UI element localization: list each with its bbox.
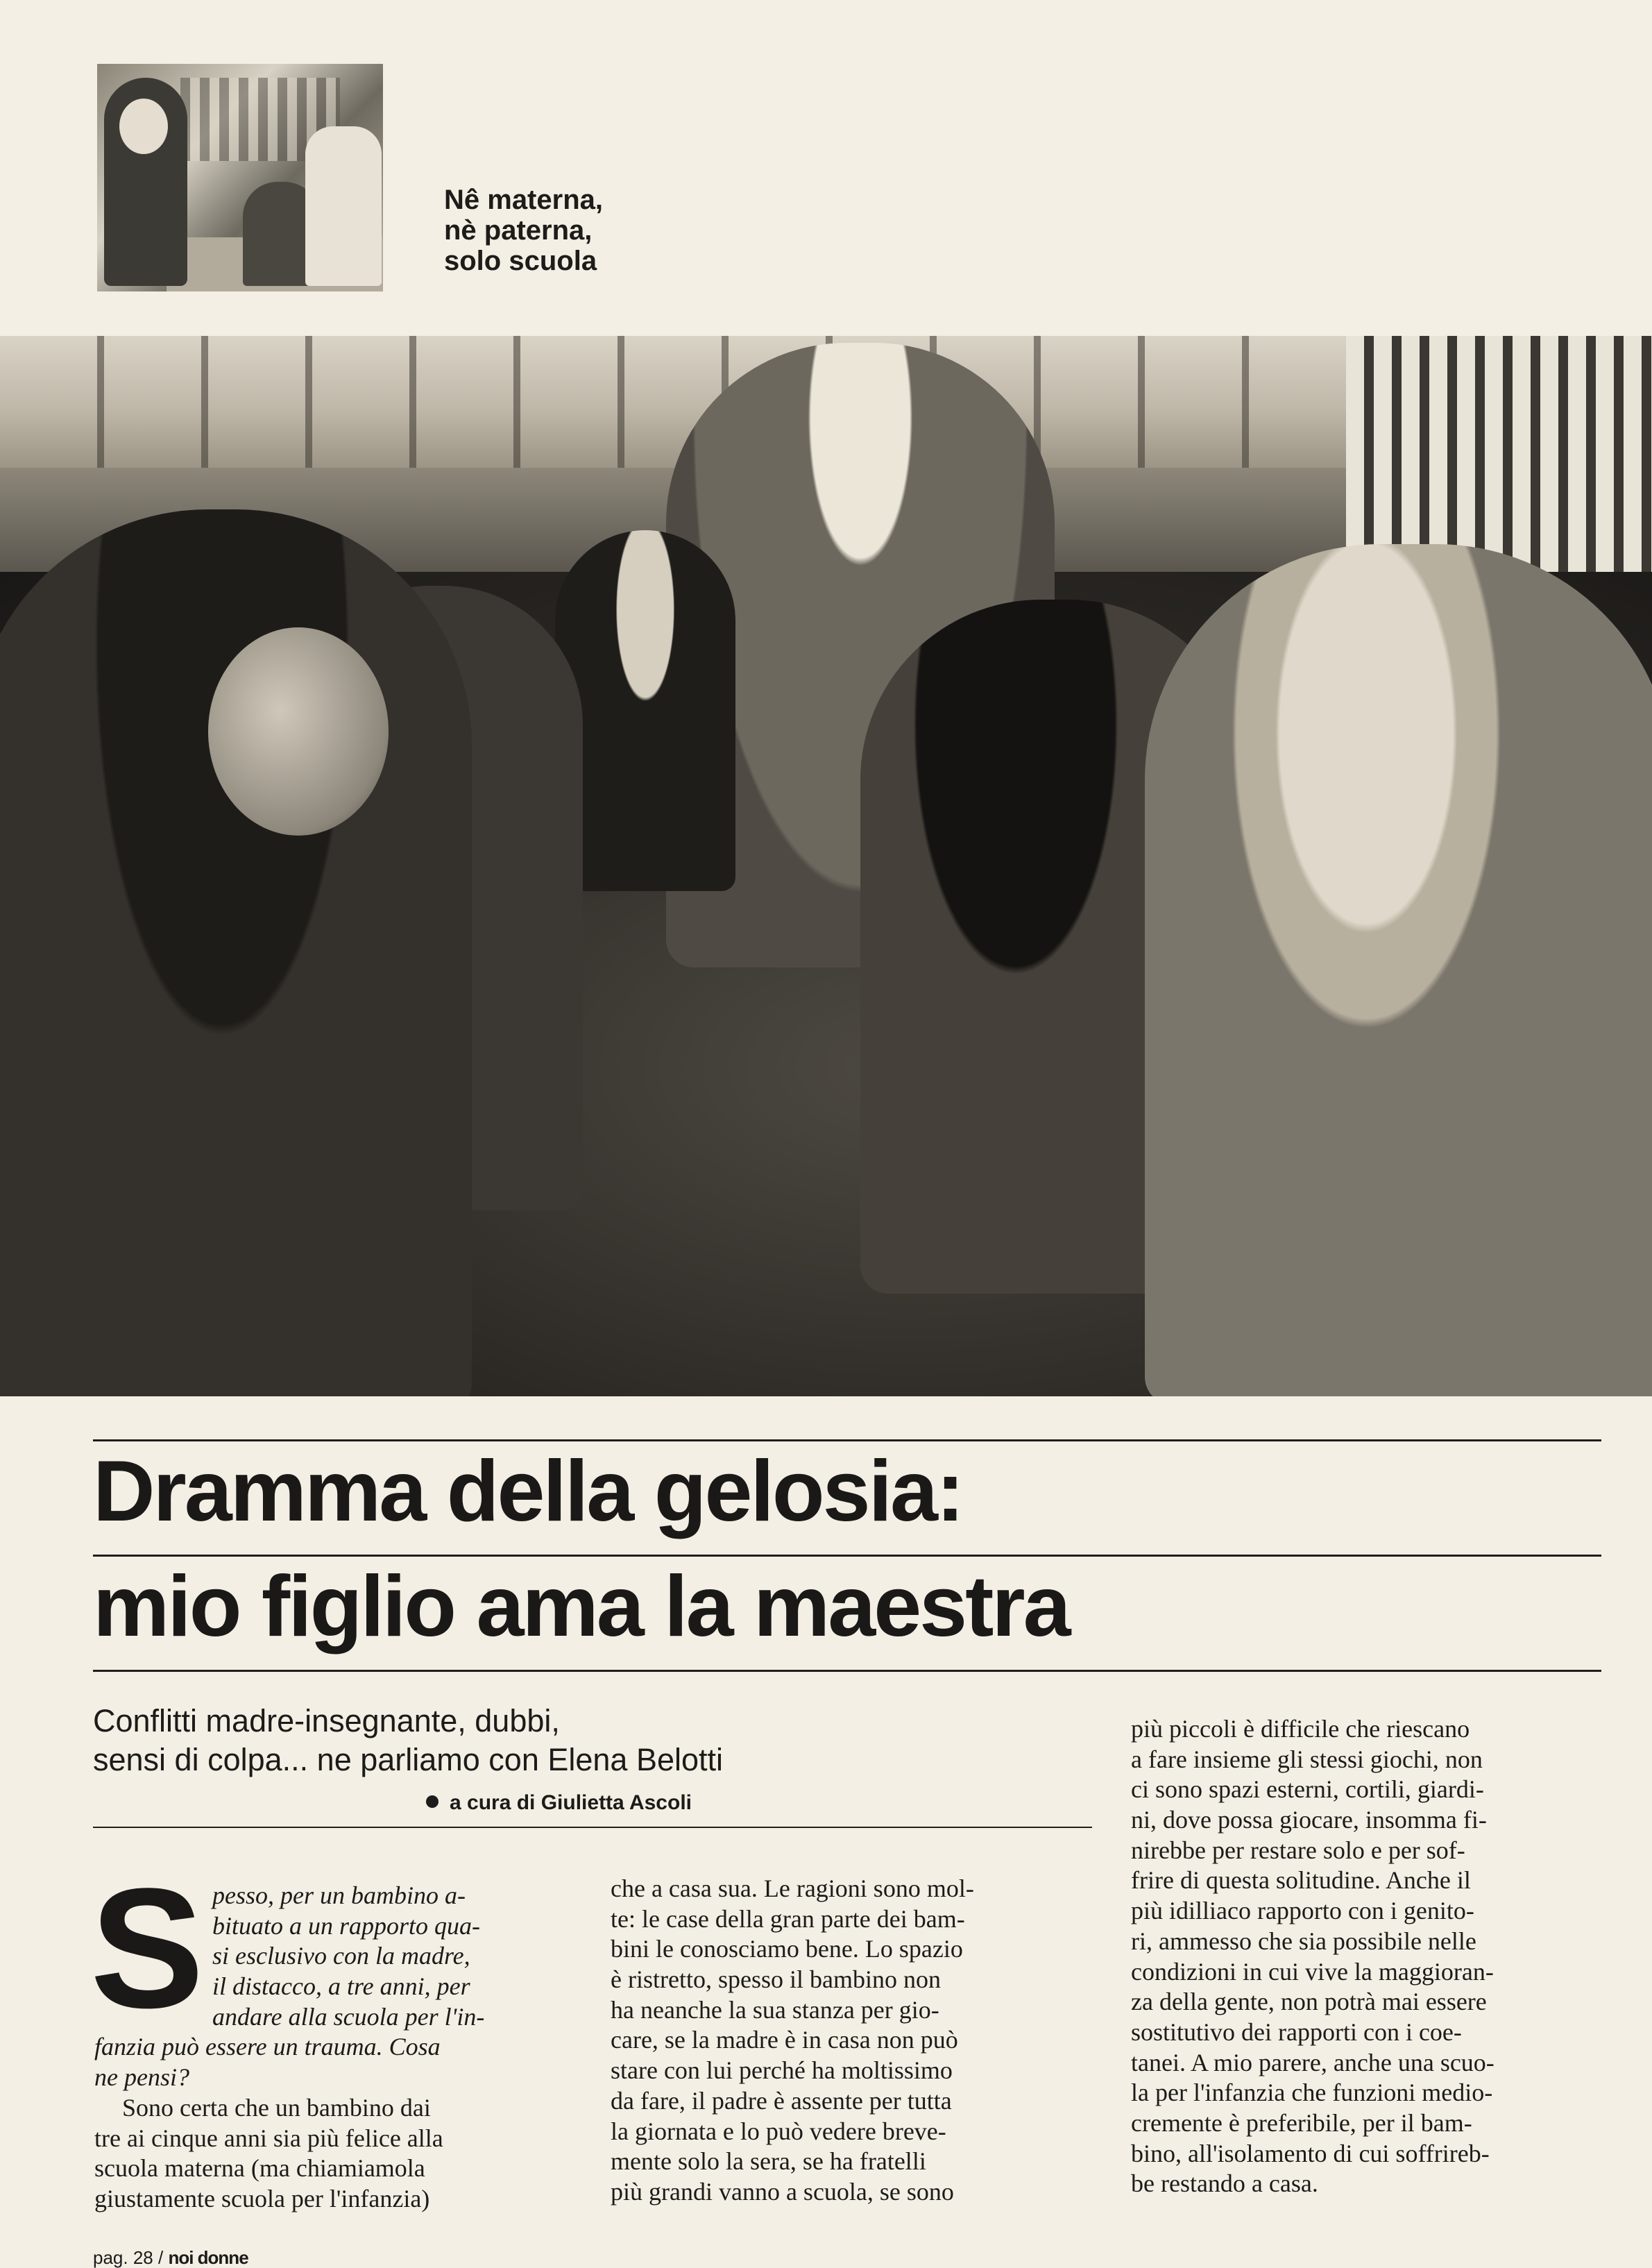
question-line: ne pensi? <box>94 2063 189 2092</box>
standfirst-line: sensi di colpa... ne parliamo con Elena Belotti <box>93 1742 724 1777</box>
body-line: che a casa sua. Le ragioni sono mol- <box>611 1875 974 1902</box>
bullet-icon <box>426 1795 438 1808</box>
body-line: be restando a casa. <box>1131 2169 1318 2198</box>
body-line: è ristretto, spesso il bambino non <box>611 1965 941 1994</box>
headline-line-2: mio figlio ama la maestra <box>93 1559 1069 1655</box>
body-line: ci sono spazi esterni, cortili, giardi- <box>1131 1775 1484 1804</box>
body-line: stare con lui perché ha moltissimo <box>611 2056 953 2085</box>
body-line: ha neanche la sua stanza per gio- <box>611 1995 939 2024</box>
answer-line: scuola materna (ma chiamiamola <box>94 2154 425 2183</box>
body-line: bino, all'isolamento di cui soffrireb- <box>1131 2139 1490 2167</box>
kicker-line: Nê materna, <box>444 185 603 215</box>
photo-stone-wall <box>0 336 1346 468</box>
question-line: si esclusivo con la madre, <box>212 1942 470 1970</box>
body-line: nirebbe per restare solo e per sof- <box>1131 1836 1465 1864</box>
body-line: più idilliaco rapporto con i genito- <box>1131 1897 1474 1925</box>
body-line: condizioni in cui vive la maggioran- <box>1131 1957 1494 1986</box>
rule-byline <box>93 1827 1092 1828</box>
kicker <box>444 185 722 276</box>
body-line: bini le conosciamo bene. Lo spazio <box>611 1935 963 1963</box>
body-line: za della gente, non potrà mai essere <box>1131 1988 1487 2016</box>
question-line: bituato a un rapporto qua- <box>212 1911 481 1940</box>
body-line: frire di questa solitudine. Anche il <box>1131 1866 1471 1895</box>
byline-text: a cura di Giulietta Ascoli <box>450 1791 692 1814</box>
footer-separator: / <box>157 2247 164 2268</box>
main-photo <box>0 336 1652 1396</box>
drop-cap: S <box>90 1853 205 2044</box>
question-line: pesso, per un bambino a- <box>212 1881 466 1909</box>
answer-line: Sono certa che un bambino dai <box>122 2093 431 2122</box>
question-line: andare alla scuola per l'in- <box>212 2002 485 2031</box>
body-line: mente solo la sera, se ha fratelli <box>611 2147 926 2176</box>
column-1 <box>94 1881 573 2215</box>
body-line: da fare, il padre è assente per tutta <box>611 2086 952 2115</box>
photo-boy-foreground <box>0 509 472 1396</box>
photo-child-face <box>119 99 168 154</box>
photo-singing-girl <box>1145 544 1652 1396</box>
standfirst <box>93 1702 1099 1779</box>
standfirst-line: Conflitti madre-insegnante, dubbi, <box>93 1703 560 1738</box>
question-line: il distacco, a tre anni, per <box>212 1972 470 2001</box>
answer-line: tre ai cinque anni sia più felice alla <box>94 2124 443 2152</box>
photo-boy-face <box>208 627 389 836</box>
photo-adult <box>305 126 382 286</box>
page-number: pag. 28 <box>93 2247 153 2268</box>
headline-line-1: Dramma della gelosia: <box>93 1444 963 1539</box>
body-line: a fare insieme gli stessi giochi, non <box>1131 1745 1483 1773</box>
body-line: la giornata e lo può vedere breve- <box>611 2117 946 2145</box>
kicker-line: solo scuola <box>444 246 597 276</box>
body-line: più grandi vanno a scuola, se sono <box>611 2177 954 2206</box>
photo-child-standing <box>104 78 187 286</box>
body-line: tanei. A mio parere, anche una scuo- <box>1131 2048 1495 2076</box>
thumbnail-photo <box>97 64 383 291</box>
column-3 <box>1131 1714 1610 2199</box>
body-line: care, se la madre è in casa non può <box>611 2026 958 2054</box>
byline <box>426 1791 981 1816</box>
body-line: ni, dove possa giocare, insomma fi- <box>1131 1806 1487 1834</box>
body-line: sostitutivo dei rapporti con i coe- <box>1131 2017 1462 2046</box>
body-line: cremente è preferibile, per il bam- <box>1131 2108 1472 2137</box>
question-line: fanzia può essere un trauma. Cosa <box>94 2033 441 2061</box>
body-line: più piccoli è difficile che riescano <box>1131 1715 1470 1743</box>
body-line: ri, ammesso che sia possibile nelle <box>1131 1927 1476 1955</box>
body-line: te: le case della gran parte dei bam- <box>611 1904 965 1933</box>
rule-bottom <box>93 1670 1601 1672</box>
answer-line: giustamente scuola per l'infanzia) <box>94 2184 430 2212</box>
magazine-name: noi donne <box>168 2247 248 2268</box>
kicker-line: nè paterna, <box>444 215 593 246</box>
body-line: la per l'infanzia che funzioni medio- <box>1131 2079 1493 2107</box>
column-2 <box>611 1874 1096 2208</box>
